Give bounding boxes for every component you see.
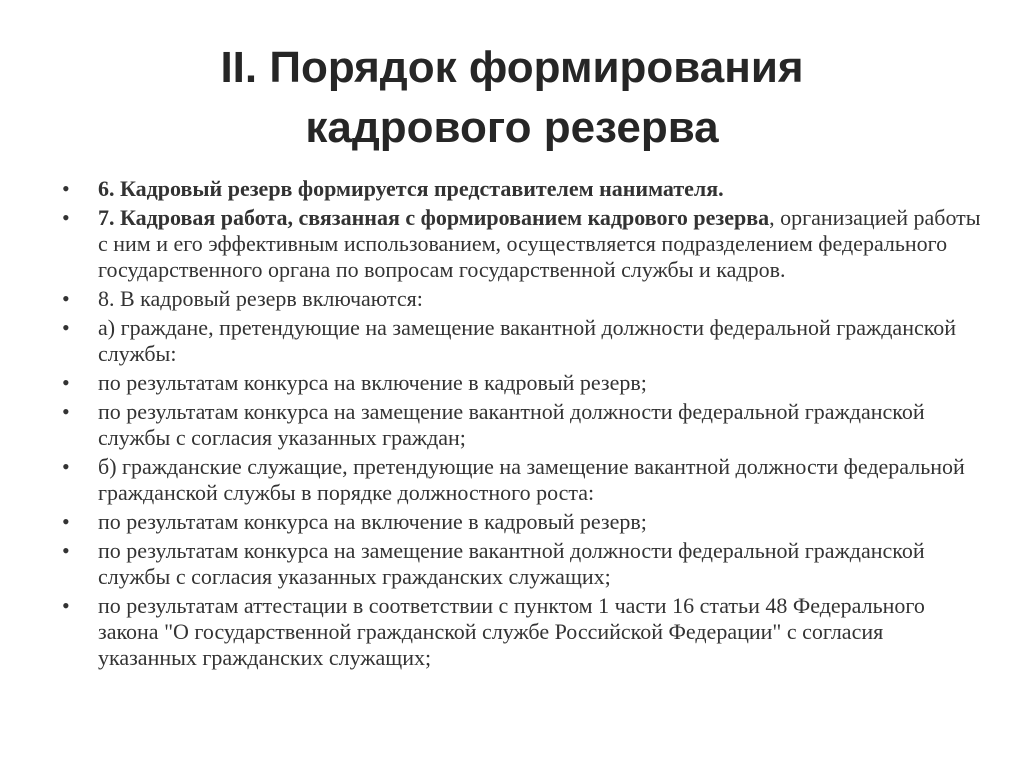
list-item-text: по результатам аттестации в соответствии с пунктом 1 части 16 статьи 48 Федерального закона "О государственной гражданской службе Российской Федерации" с согласия указанных гражданских служащих; (98, 593, 925, 670)
bullet-list (62, 176, 982, 674)
bullet-icon: • (62, 538, 70, 563)
list-item-text: а) граждане, претендующие на замещение вакантной должности федеральной гражданской службы: (98, 315, 957, 366)
slide-title-line-2: кадрового резерва (305, 103, 719, 152)
slide-title (0, 38, 1024, 158)
list-item (62, 454, 982, 506)
bullet-icon: • (62, 593, 70, 618)
list-item (62, 286, 982, 312)
bullet-icon: • (62, 454, 70, 479)
list-item (62, 370, 982, 396)
bullet-icon: • (62, 315, 70, 340)
list-item (62, 593, 982, 671)
list-item-text: 8. В кадровый резерв включаются: (98, 286, 423, 311)
list-item-text: б) гражданские служащие, претендующие на замещение вакантной должности федеральной гражданской службы в порядке должностного роста: (98, 454, 965, 505)
list-item-text: по результатам конкурса на включение в кадровый резерв; (98, 509, 647, 534)
list-item (62, 205, 982, 283)
list-item-text: по результатам конкурса на включение в кадровый резерв; (98, 370, 647, 395)
bullet-icon: • (62, 370, 70, 395)
list-item-text: по результатам конкурса на замещение вакантной должности федеральной гражданской службы с согласия указанных граждан; (98, 399, 925, 450)
list-item-bold-text: 6. Кадровый резерв формируется представителем нанимателя. (98, 176, 724, 201)
bullet-icon: • (62, 286, 70, 311)
bullet-icon: • (62, 399, 70, 424)
list-item (62, 538, 982, 590)
bullet-icon: • (62, 509, 70, 534)
list-item (62, 509, 982, 535)
list-item-text: по результатам конкурса на замещение вакантной должности федеральной гражданской службы с согласия указанных гражданских служащих; (98, 538, 925, 589)
list-item (62, 315, 982, 367)
list-item-bold-text: 7. Кадровая работа, связанная с формированием кадрового резерва (98, 205, 770, 230)
list-item-text: , организацией работы с ним и его эффективным использованием, осуществляется подразделением федерального государственного органа по вопросам государственной службы и кадров. (98, 205, 981, 282)
bullet-icon: • (62, 176, 70, 201)
list-item (62, 176, 982, 202)
bullet-icon: • (62, 205, 70, 230)
list-item (62, 399, 982, 451)
slide-title-line-1: II. Порядок формирования (220, 43, 804, 92)
